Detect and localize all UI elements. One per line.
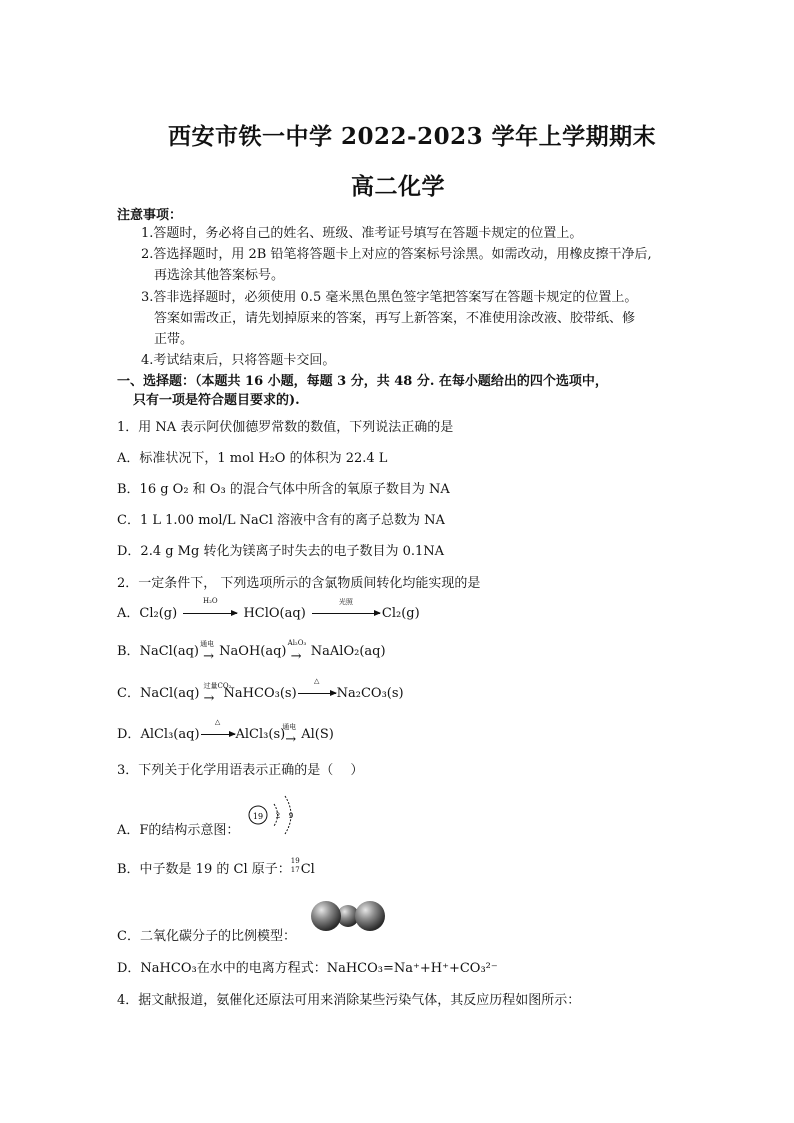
species: NaHCO₃(s) xyxy=(223,686,297,701)
reaction-arrow xyxy=(310,598,382,621)
reaction-arrow: 通电 → xyxy=(282,722,297,747)
q1-option-c: C．1 L 1.00 mol/L NaCl 溶液中含有的离子总数为 NA xyxy=(117,513,445,528)
reaction-arrow: Al₂O₃ → xyxy=(287,638,307,664)
option-label: B． xyxy=(117,644,140,659)
section-heading-cont: 只有一项是符合题目要求的). xyxy=(133,393,300,408)
reaction-arrow xyxy=(297,677,337,701)
species: AlCl₃(s) xyxy=(235,727,286,742)
note-item: 答案如需改正，请先划掉原来的答案，再写上新答案，不准使用涂改液、胶带纸、修 xyxy=(154,311,636,326)
q1-option-d: D．2.4 g Mg 转化为镁离子时失去的电子数目为 0.1NA xyxy=(117,544,445,559)
species: Na₂CO₃(s) xyxy=(336,686,404,701)
species: AlCl₃(aq) xyxy=(140,727,200,742)
reaction-arrow: 通电 → xyxy=(200,639,215,664)
arrow-condition: 光照 xyxy=(338,598,353,606)
mass-number: 19 xyxy=(290,856,300,865)
species: Cl₂(g) xyxy=(139,606,178,621)
species: Al(S) xyxy=(301,727,334,742)
q3-option-a: A．F的结构示意图： xyxy=(117,823,240,838)
q2-option-a xyxy=(117,597,420,621)
reaction-arrow: 过量CO₂ → xyxy=(203,681,232,706)
exam-subtitle: 高二化学 xyxy=(351,173,445,200)
q3-option-b xyxy=(117,858,315,877)
arrow-condition: 通电 xyxy=(282,722,297,731)
q2-option-b xyxy=(117,638,386,664)
species: HClO(aq) xyxy=(243,606,306,621)
q2-stem: 2．一定条件下， 下列选项所示的含氯物质间转化均能实现的是 xyxy=(117,576,481,591)
reaction-arrow xyxy=(200,718,236,742)
note-item: 1.答题时，务必将自己的姓名、班级、准考证号填写在答题卡规定的位置上。 xyxy=(141,226,583,241)
arrow-condition: △ xyxy=(313,677,320,685)
arrow-condition: △ xyxy=(214,718,221,726)
note-item: 3.答非选择题时，必须使用 0.5 毫米黑色黑色签字笔把答案写在答题卡规定的位置上。 xyxy=(141,290,638,305)
arrow-condition: 过量CO₂ xyxy=(203,681,232,690)
arrow-condition: 通电 xyxy=(200,639,215,648)
notes-heading: 注意事项： xyxy=(117,208,183,223)
note-item: 2.答选择题时，用 2B 铅笔将答题卡上对应的答案标号涂黑。如需改动，用橡皮擦干净后, xyxy=(141,247,652,262)
nucleus-charge: 19 xyxy=(252,812,264,821)
exam-title: 西安市铁一中学 2022-2023 学年上学期期末 xyxy=(168,123,657,150)
oxygen-atom xyxy=(311,901,341,931)
q1-option-b: B．16 g O₂ 和 O₃ 的混合气体中所含的氧原子数目为 NA xyxy=(117,482,450,497)
option-label: D． xyxy=(117,727,141,742)
q3-option-b-text: B．中子数是 19 的 Cl 原子： xyxy=(117,862,291,877)
note-item: 再选涂其他答案标号。 xyxy=(154,268,285,283)
note-item: 4.考试结束后，只将答题卡交回。 xyxy=(141,353,336,368)
shell-electron-count: 2 xyxy=(275,812,281,820)
element-symbol: Cl xyxy=(300,862,315,877)
atomic-structure-diagram xyxy=(243,792,301,836)
arrow-condition: H₂O xyxy=(202,597,218,605)
shell-electron-count: 9 xyxy=(288,812,294,820)
species: NaOH(aq) xyxy=(219,644,287,659)
species: NaAlO₂(aq) xyxy=(310,644,386,659)
option-label: C． xyxy=(117,686,140,701)
species: NaCl(aq) xyxy=(139,644,200,659)
atomic-number: 17 xyxy=(290,865,300,874)
q1-option-a: A．标准状况下，1 mol H₂O 的体积为 22.4 L xyxy=(117,451,388,466)
co2-space-filling-model xyxy=(306,896,390,936)
q2-option-c xyxy=(117,677,404,706)
arrow-condition: Al₂O₃ xyxy=(287,638,307,647)
q3-option-d: D．NaHCO₃在水中的电离方程式：NaHCO₃=Na⁺+H⁺+CO₃²⁻ xyxy=(117,961,498,976)
reaction-arrow xyxy=(181,597,239,621)
species: Cl₂(g) xyxy=(381,606,420,621)
q3-stem: 3．下列关于化学用语表示正确的是（ ） xyxy=(117,763,364,778)
nuclide-notation xyxy=(290,856,301,877)
q3-option-c: C．二氧化碳分子的比例模型： xyxy=(117,929,296,944)
q2-option-d xyxy=(117,718,334,747)
option-label: A． xyxy=(117,606,140,621)
species: NaCl(aq) xyxy=(139,686,200,701)
section-heading: 一、选择题：（本题共 16 小题，每题 3 分，共 48 分. 在每小题给出的四个选项中， xyxy=(117,374,608,389)
q1-stem: 1．用 NA 表示阿伏伽德罗常数的数值，下列说法正确的是 xyxy=(117,420,454,435)
q4-stem: 4．据文献报道，氨催化还原法可用来消除某些污染气体，其反应历程如图所示： xyxy=(117,993,581,1008)
note-item: 正带。 xyxy=(154,332,194,347)
oxygen-atom xyxy=(355,901,385,931)
